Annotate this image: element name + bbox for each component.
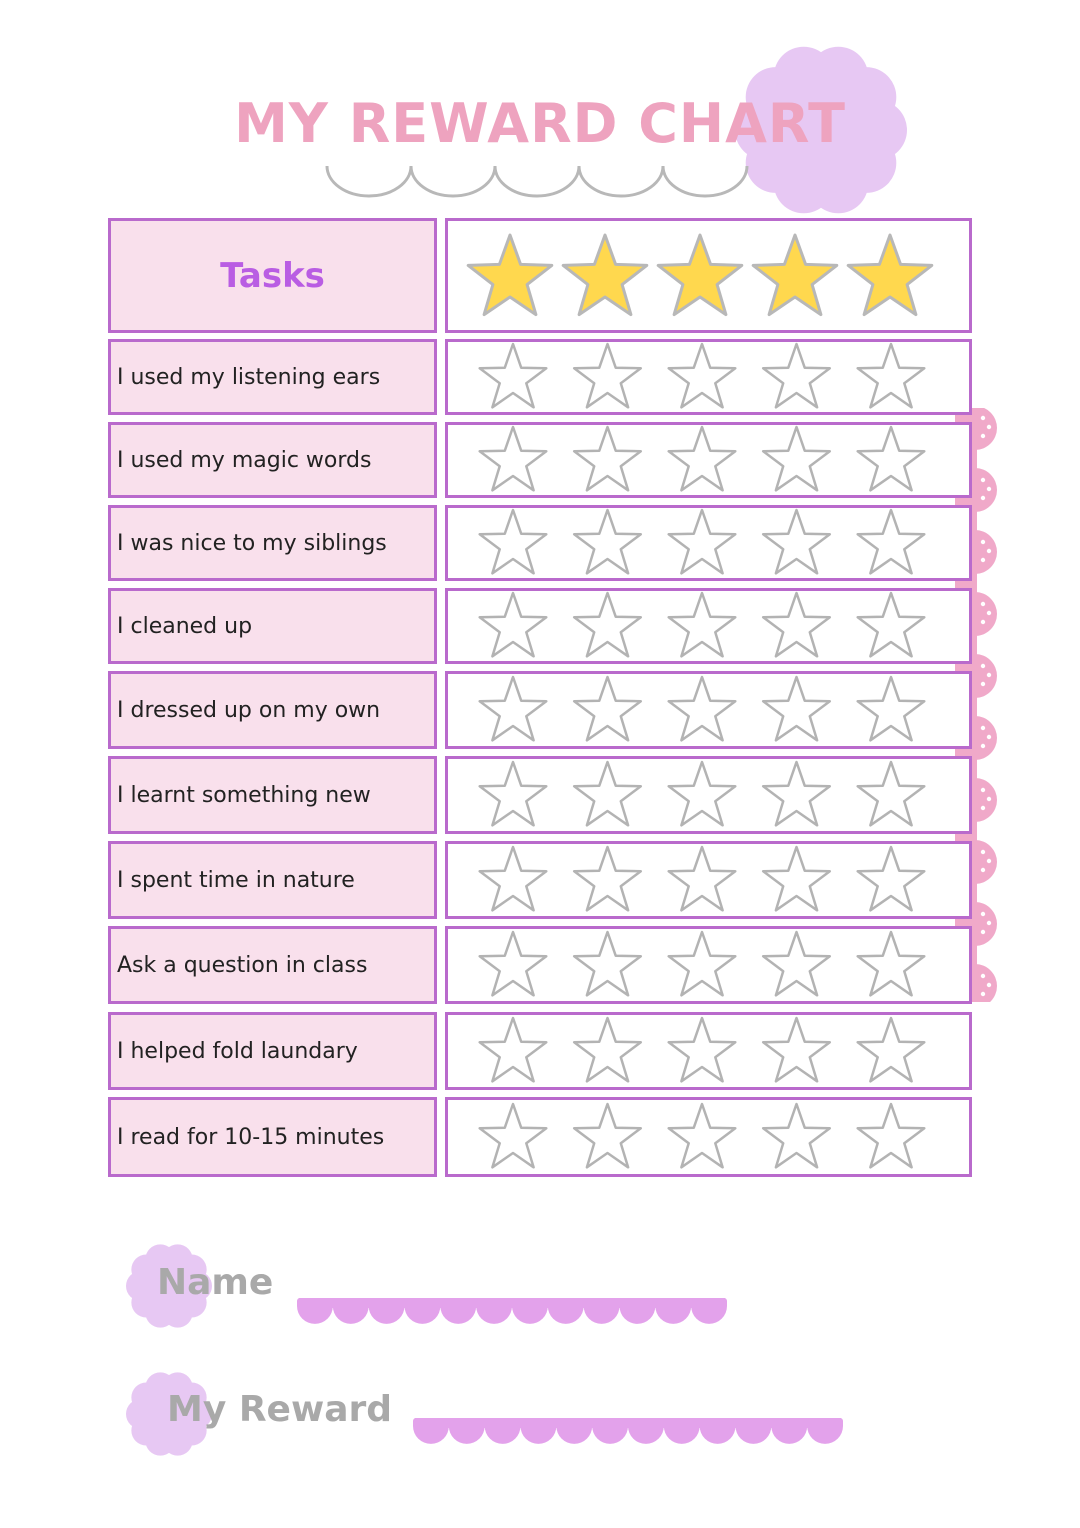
task-row bbox=[108, 505, 972, 581]
empty-star[interactable] bbox=[858, 510, 925, 573]
task-row bbox=[108, 588, 972, 664]
empty-star[interactable] bbox=[574, 427, 641, 490]
task-label: Ask a question in class bbox=[117, 952, 368, 978]
reward-label: My Reward bbox=[167, 1389, 393, 1430]
task-stars-cell bbox=[445, 422, 972, 498]
empty-star[interactable] bbox=[480, 847, 547, 910]
task-label-cell bbox=[108, 926, 437, 1004]
empty-star[interactable] bbox=[669, 510, 736, 573]
empty-star[interactable] bbox=[480, 1104, 547, 1167]
empty-star[interactable] bbox=[574, 344, 641, 407]
task-label-cell bbox=[108, 671, 437, 749]
gold-stars bbox=[448, 221, 969, 330]
gold-star bbox=[468, 235, 552, 315]
gold-star bbox=[658, 235, 742, 315]
task-stars bbox=[448, 425, 969, 495]
task-stars bbox=[448, 591, 969, 661]
empty-star[interactable] bbox=[858, 932, 925, 995]
gold-star bbox=[848, 235, 932, 315]
gold-star bbox=[563, 235, 647, 315]
empty-star[interactable] bbox=[480, 344, 547, 407]
task-stars bbox=[448, 1100, 969, 1174]
task-label-cell bbox=[108, 841, 437, 919]
empty-star[interactable] bbox=[669, 593, 736, 656]
task-label: I learnt something new bbox=[117, 782, 371, 808]
empty-star[interactable] bbox=[574, 1104, 641, 1167]
reward-write-line[interactable] bbox=[413, 1418, 843, 1444]
empty-star[interactable] bbox=[669, 344, 736, 407]
gold-star bbox=[753, 235, 837, 315]
empty-star[interactable] bbox=[858, 593, 925, 656]
empty-star[interactable] bbox=[763, 344, 830, 407]
empty-star[interactable] bbox=[574, 932, 641, 995]
empty-star[interactable] bbox=[574, 593, 641, 656]
task-row bbox=[108, 339, 972, 415]
empty-star[interactable] bbox=[574, 677, 641, 740]
tasks-header: Tasks bbox=[220, 255, 325, 296]
empty-star[interactable] bbox=[574, 762, 641, 825]
task-label: I read for 10-15 minutes bbox=[117, 1124, 385, 1150]
empty-star[interactable] bbox=[858, 1018, 925, 1081]
empty-star[interactable] bbox=[669, 1104, 736, 1167]
task-label-cell bbox=[108, 1097, 437, 1177]
task-stars-cell bbox=[445, 1097, 972, 1177]
page-title: MY REWARD CHART bbox=[234, 92, 846, 155]
task-row bbox=[108, 671, 972, 749]
empty-star[interactable] bbox=[669, 762, 736, 825]
empty-star[interactable] bbox=[480, 677, 547, 740]
name-label: Name bbox=[157, 1262, 274, 1303]
task-stars-cell bbox=[445, 588, 972, 664]
empty-star[interactable] bbox=[858, 762, 925, 825]
task-stars bbox=[448, 342, 969, 412]
task-stars-cell bbox=[445, 339, 972, 415]
empty-star[interactable] bbox=[763, 1104, 830, 1167]
task-stars-cell bbox=[445, 756, 972, 834]
task-label: I used my listening ears bbox=[117, 364, 381, 390]
task-stars-cell bbox=[445, 1012, 972, 1090]
header-row bbox=[108, 218, 972, 333]
task-label: I dressed up on my own bbox=[117, 697, 381, 723]
empty-star[interactable] bbox=[763, 510, 830, 573]
empty-star[interactable] bbox=[669, 847, 736, 910]
empty-star[interactable] bbox=[763, 762, 830, 825]
task-stars-cell bbox=[445, 505, 972, 581]
empty-star[interactable] bbox=[574, 1018, 641, 1081]
empty-star[interactable] bbox=[574, 847, 641, 910]
task-stars bbox=[448, 674, 969, 746]
task-label-cell bbox=[108, 422, 437, 498]
empty-star[interactable] bbox=[480, 1018, 547, 1081]
task-label: I spent time in nature bbox=[117, 867, 355, 893]
empty-star[interactable] bbox=[669, 427, 736, 490]
name-write-line[interactable] bbox=[297, 1298, 727, 1324]
empty-star[interactable] bbox=[763, 1018, 830, 1081]
empty-star[interactable] bbox=[669, 1018, 736, 1081]
empty-star[interactable] bbox=[763, 593, 830, 656]
task-label-cell bbox=[108, 339, 437, 415]
tasks-header-cell bbox=[108, 218, 437, 333]
task-stars bbox=[448, 1015, 969, 1087]
task-stars-cell bbox=[445, 841, 972, 919]
task-row bbox=[108, 841, 972, 919]
task-label: I was nice to my siblings bbox=[117, 530, 387, 556]
task-label: I cleaned up bbox=[117, 613, 253, 639]
task-stars bbox=[448, 508, 969, 578]
empty-star[interactable] bbox=[480, 593, 547, 656]
empty-star[interactable] bbox=[574, 510, 641, 573]
empty-star[interactable] bbox=[858, 344, 925, 407]
task-label-cell bbox=[108, 505, 437, 581]
task-label-cell bbox=[108, 588, 437, 664]
empty-star[interactable] bbox=[480, 762, 547, 825]
empty-star[interactable] bbox=[480, 510, 547, 573]
empty-star[interactable] bbox=[763, 427, 830, 490]
empty-star[interactable] bbox=[669, 677, 736, 740]
empty-star[interactable] bbox=[763, 932, 830, 995]
task-label: I used my magic words bbox=[117, 447, 372, 473]
task-stars bbox=[448, 844, 969, 916]
task-label-cell bbox=[108, 756, 437, 834]
empty-star[interactable] bbox=[669, 932, 736, 995]
empty-star[interactable] bbox=[763, 847, 830, 910]
empty-star[interactable] bbox=[858, 1104, 925, 1167]
empty-star[interactable] bbox=[763, 677, 830, 740]
task-row bbox=[108, 926, 972, 1004]
task-stars-cell bbox=[445, 926, 972, 1004]
empty-star[interactable] bbox=[858, 847, 925, 910]
title-arc-underline bbox=[322, 158, 762, 203]
task-row bbox=[108, 1097, 972, 1177]
gold-stars-cell bbox=[445, 218, 972, 333]
task-row bbox=[108, 422, 972, 498]
task-stars bbox=[448, 929, 969, 1001]
task-row bbox=[108, 756, 972, 834]
task-stars bbox=[448, 759, 969, 831]
task-label: I helped fold laundary bbox=[117, 1038, 358, 1064]
task-row bbox=[108, 1012, 972, 1090]
empty-star[interactable] bbox=[480, 932, 547, 995]
empty-star[interactable] bbox=[858, 677, 925, 740]
task-stars-cell bbox=[445, 671, 972, 749]
empty-star[interactable] bbox=[858, 427, 925, 490]
task-label-cell bbox=[108, 1012, 437, 1090]
empty-star[interactable] bbox=[480, 427, 547, 490]
